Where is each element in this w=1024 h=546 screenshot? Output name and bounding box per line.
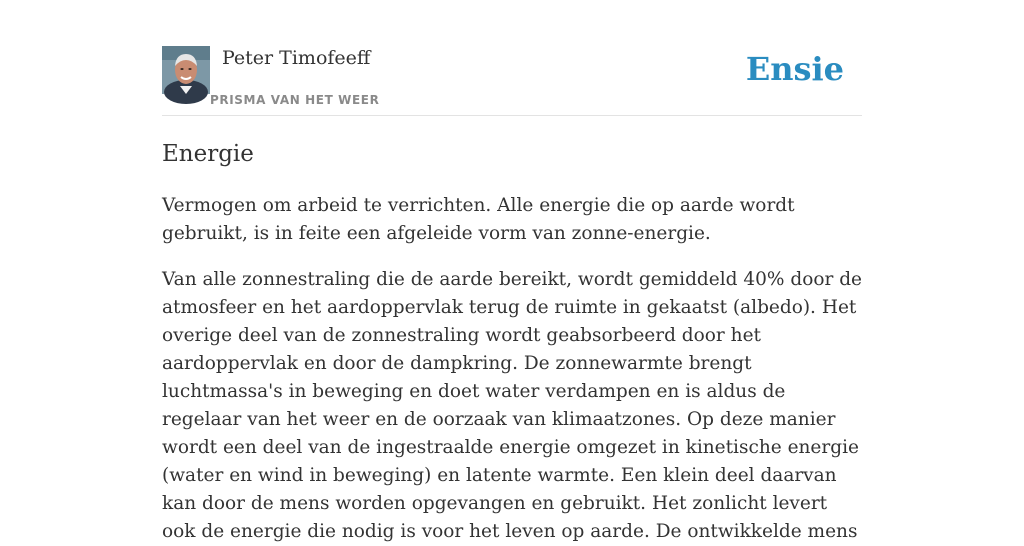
author-name[interactable]: Peter Timofeeff [222,47,371,69]
author-subtitle[interactable]: PRISMA VAN HET WEER [210,93,380,107]
portrait-image [162,46,210,94]
ensie-logo[interactable]: Ensie [745,50,844,88]
article-paragraph: Van alle zonnestraling die de aarde bereikt, wordt gemiddeld 40% door de atmosfeer en het aardoppervlak terug de ruimte in gekaatst (albedo). Het overige deel van de zonnestraling wordt geabsorbeerd door het aardoppervlak en door de dampkring. De zonnewarmte brengt luchtmassa's in beweging en doet water verdampen en is aldus de regelaar van het weer en de oorzaak van klimaatzones. Op deze manier wordt een deel van de ingestraalde energie omgezet in kinetische energie (water en wind in beweging) en latente warmte. Een klein deel daarvan kan door de mens worden opgevangen en gebruikt. Het zonlicht levert ook de energie die nodig is voor het leven op aarde. De ontwikkelde mens [162,269,862,542]
article-title: Energie [162,141,254,167]
header-divider [162,115,862,116]
author-avatar[interactable] [162,46,210,94]
article [162,138,862,546]
article-paragraph: Vermogen om arbeid te verrichten. Alle energie die op aarde wordt gebruikt, is in feite een afgeleide vorm van zonne-energie. [162,195,795,244]
author-header [162,46,862,116]
